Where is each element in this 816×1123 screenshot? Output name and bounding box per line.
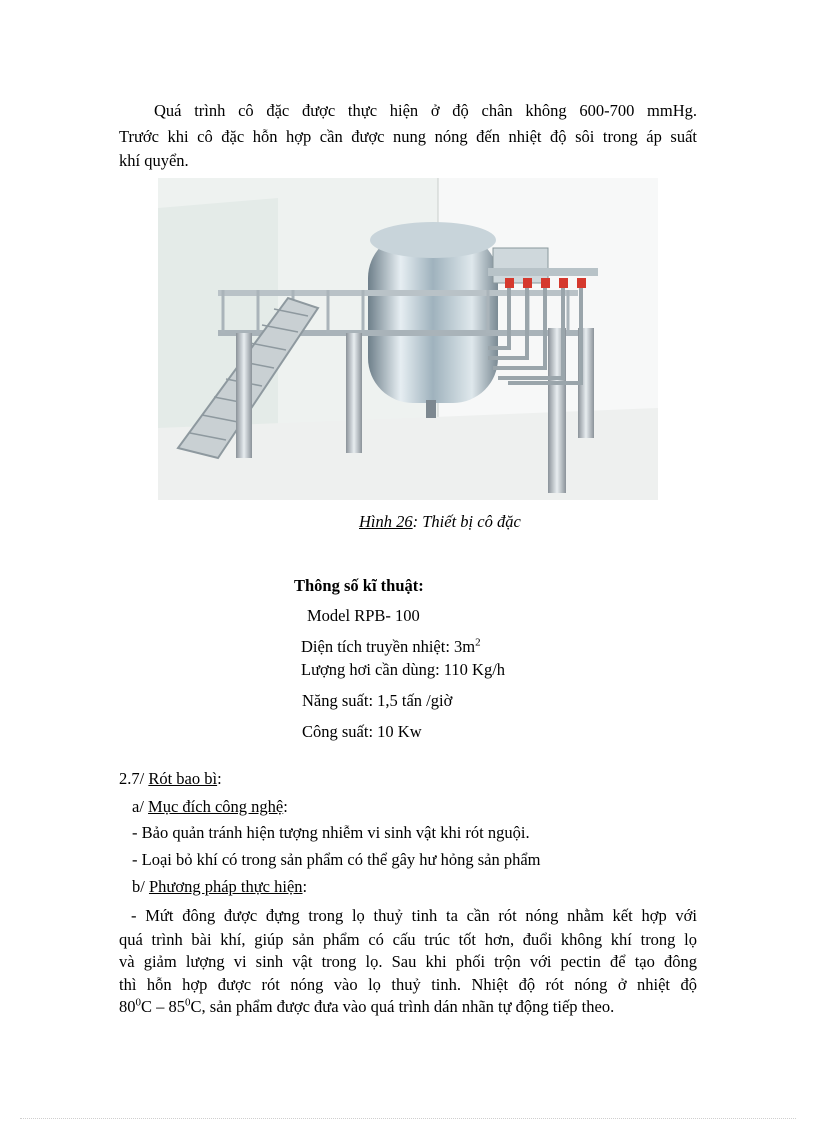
temp-high-degree: 0: [185, 996, 191, 1009]
spec-heat-area: [301, 636, 481, 658]
subsection-b-line-3: và giảm lượng vi sinh vật trong lọ. Sau khi phối trộn với pectin để tạo đông: [119, 952, 697, 971]
spec-heat-area-label: Diện tích truyền nhiệt: 3m: [301, 637, 476, 656]
subsection-b-colon: :: [302, 877, 308, 896]
section-title: Rót bao bì: [148, 769, 218, 788]
spec-heat-area-sup: 2: [475, 636, 481, 649]
section-colon: :: [217, 769, 222, 788]
spec-power: Công suất: 10 Kw: [302, 722, 422, 741]
subsection-b-line-5: [119, 996, 614, 1018]
subsection-b-prefix: b/: [132, 877, 149, 896]
spec-capacity: Năng suất: 1,5 tấn /giờ: [302, 691, 453, 710]
page-bottom-divider: [20, 1118, 796, 1119]
evaporator-figure: [158, 178, 658, 500]
subsection-a-item-2: - Loại bỏ khí có trong sản phẩm có thể gây hư hỏng sản phẩm: [132, 850, 541, 869]
figure-caption-text: : Thiết bị cô đặc: [412, 512, 521, 531]
intro-line-3: khí quyển.: [119, 151, 189, 170]
figure-caption: [359, 512, 521, 532]
subsection-a-title: Mục đích công nghệ: [148, 797, 284, 816]
subsection-b-line-2: quá trình bài khí, giúp sản phẩm có cấu trúc tốt hơn, đuổi không khí trong lọ: [119, 930, 697, 949]
subsection-a-colon: :: [283, 797, 288, 816]
temp-low-value: 80: [119, 997, 136, 1016]
subsection-a-prefix: a/: [132, 797, 149, 816]
figure-caption-label: Hình 26: [359, 512, 413, 531]
subsection-b-line-1: - Mứt đông được đựng trong lọ thuỷ tinh ta cần rót nóng nhằm kết hợp với: [131, 906, 697, 925]
subsection-b-title: Phương pháp thực hiện: [148, 877, 303, 896]
intro-line-1: Quá trình cô đặc được thực hiện ở độ chân không 600-700 mmHg.: [154, 101, 697, 120]
spec-steam: Lượng hơi cần dùng: 110 Kg/h: [301, 660, 506, 679]
temp-low-degree: 0: [135, 996, 141, 1009]
temp-range-rest: C, sản phẩm được đưa vào quá trình dán nhãn tự động tiếp theo.: [190, 997, 615, 1016]
subsection-b-line-4: thì hỗn hợp được rót nóng vào lọ thuỷ tinh. Nhiệt độ rót nóng ở nhiệt độ: [119, 975, 697, 994]
subsection-a-heading: [132, 796, 288, 818]
subsection-b-heading: [132, 876, 307, 898]
intro-line-2: Trước khi cô đặc hỗn hợp cần được nung nóng đến nhiệt độ sôi trong áp suất: [119, 127, 697, 146]
section-heading: [119, 768, 222, 790]
subsection-a-item-1: - Bảo quản tránh hiện tượng nhiễm vi sinh vật khi rót nguội.: [132, 823, 530, 842]
specs-title: Thông số kĩ thuật:: [294, 576, 424, 595]
spec-model: Model RPB- 100: [307, 606, 420, 625]
section-number: 2.7/: [119, 769, 149, 788]
temp-range-mid: C – 85: [141, 997, 186, 1016]
